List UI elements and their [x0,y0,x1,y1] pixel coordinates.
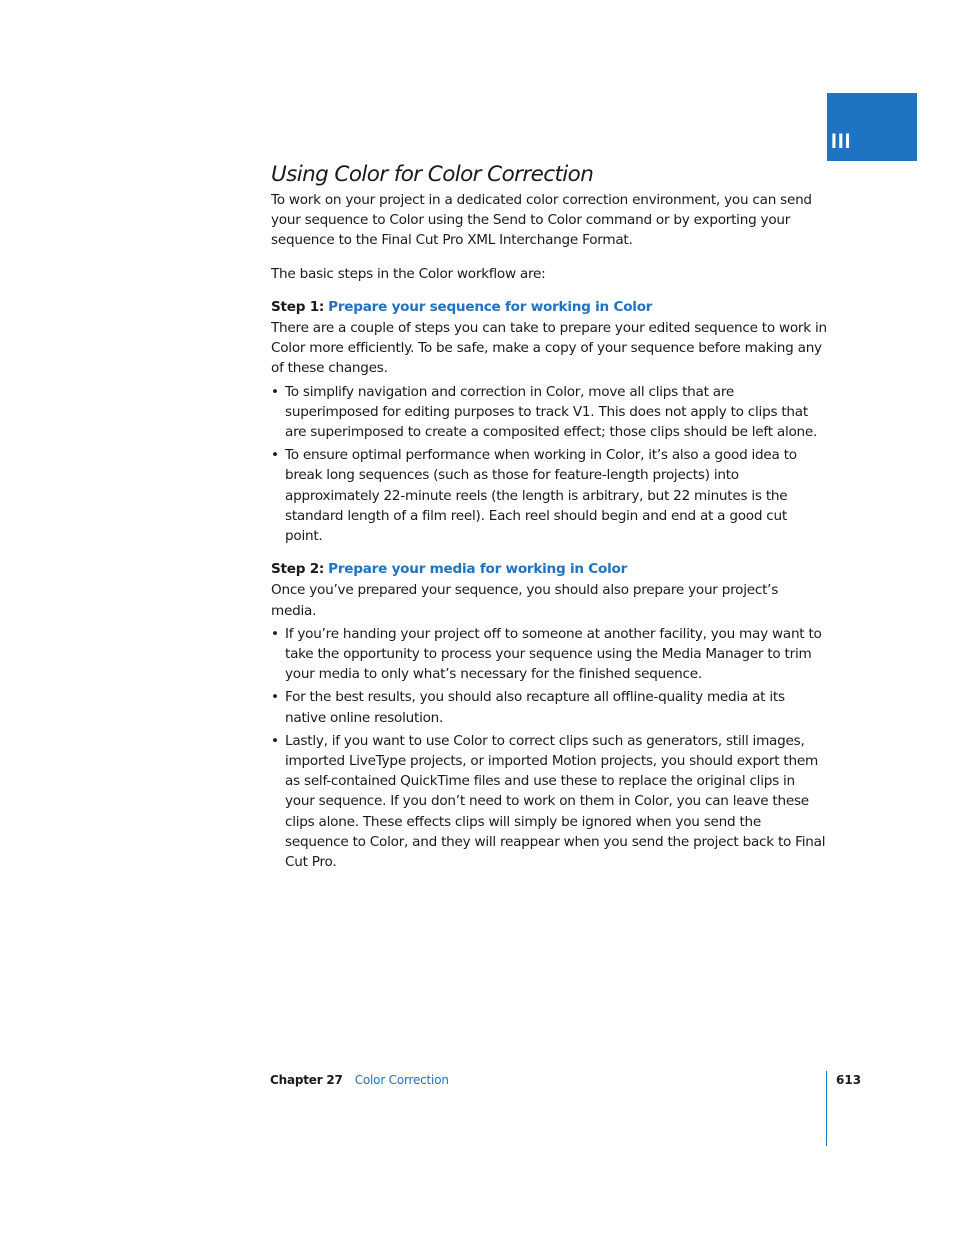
list-item [271,687,827,727]
part-tab [827,93,917,161]
list-item-text: To ensure optimal performance when working in Color, it’s also a good idea to break long sequences (such as those for feature-length projects) into approximately 22-minute reels (the length is arbitrary, but 22 minutes is the standard length of a film reel). Each reel should begin and end at a good cut point. [285,447,797,545]
step-2-number: Step 2: [271,561,325,578]
list-item [271,624,827,685]
section-title: Using Color for Color Correction [271,162,594,187]
bullet-icon: • [271,689,279,706]
bullet-icon: • [271,383,279,400]
footer-divider [826,1071,827,1146]
list-item-text: To simplify navigation and correction in Color, move all clips that are superimposed for editing purposes to track V1. This does not apply to clips that are superimposed to create a composited effect; those clips should be left alone. [285,383,818,441]
steps-intro: The basic steps in the Color workflow are: [271,265,546,282]
intro-paragraph: To work on your project in a dedicated color correction environment, you can send your sequence to Color using the Send to Color command or by exporting your sequence to the Final Cut Pro XML Interchange Format. [271,192,812,249]
step-1-title-link[interactable]: Prepare your sequence for working in Color [328,298,653,315]
part-number: III [831,130,852,153]
list-item [271,382,827,443]
bullet-icon: • [271,447,279,464]
list-item-text: If you’re handing your project off to someone at another facility, you may want to take the opportunity to process your sequence using the Media Manager to trim your media to only what’s necessary for the finished sequence. [285,625,822,683]
footer-chapter: Chapter 27 [270,1073,343,1087]
list-item [271,731,827,872]
step-1-bullet-list [271,382,827,547]
step-2-title-link[interactable]: Prepare your media for working in Color [328,561,628,578]
step-1-number: Step 1: [271,298,325,315]
list-item [271,445,827,546]
bullet-icon: • [271,625,279,642]
step-1-body: There are a couple of steps you can take to prepare your edited sequence to work in Color more efficiently. To be safe, make a copy of your sequence before making any of these changes. [271,320,827,377]
step-2-bullet-list [271,624,827,872]
step-2-body: Once you’ve prepared your sequence, you should also prepare your project’s media. [271,582,779,619]
page-number: 613 [836,1073,862,1087]
list-item-text: For the best results, you should also recapture all offline-quality media at its native online resolution. [285,689,785,726]
page-footer [270,1071,449,1089]
page-content [271,160,827,875]
bullet-icon: • [271,732,279,749]
step-1-heading [271,297,827,317]
step-2-heading [271,559,827,579]
footer-chapter-title-link[interactable]: Color Correction [354,1073,449,1087]
list-item-text: Lastly, if you want to use Color to correct clips such as generators, still images, imported LiveType projects, or imported Motion projects, you should export them as self-contained QuickTime files and use these to replace the original clips in your sequence. If you don’t need to work on them in Color, you can leave these clips alone. These effects clips will simply be ignored when you send the sequence to Color, and they will reappear when you send the project back to Final Cut Pro. [285,732,826,871]
